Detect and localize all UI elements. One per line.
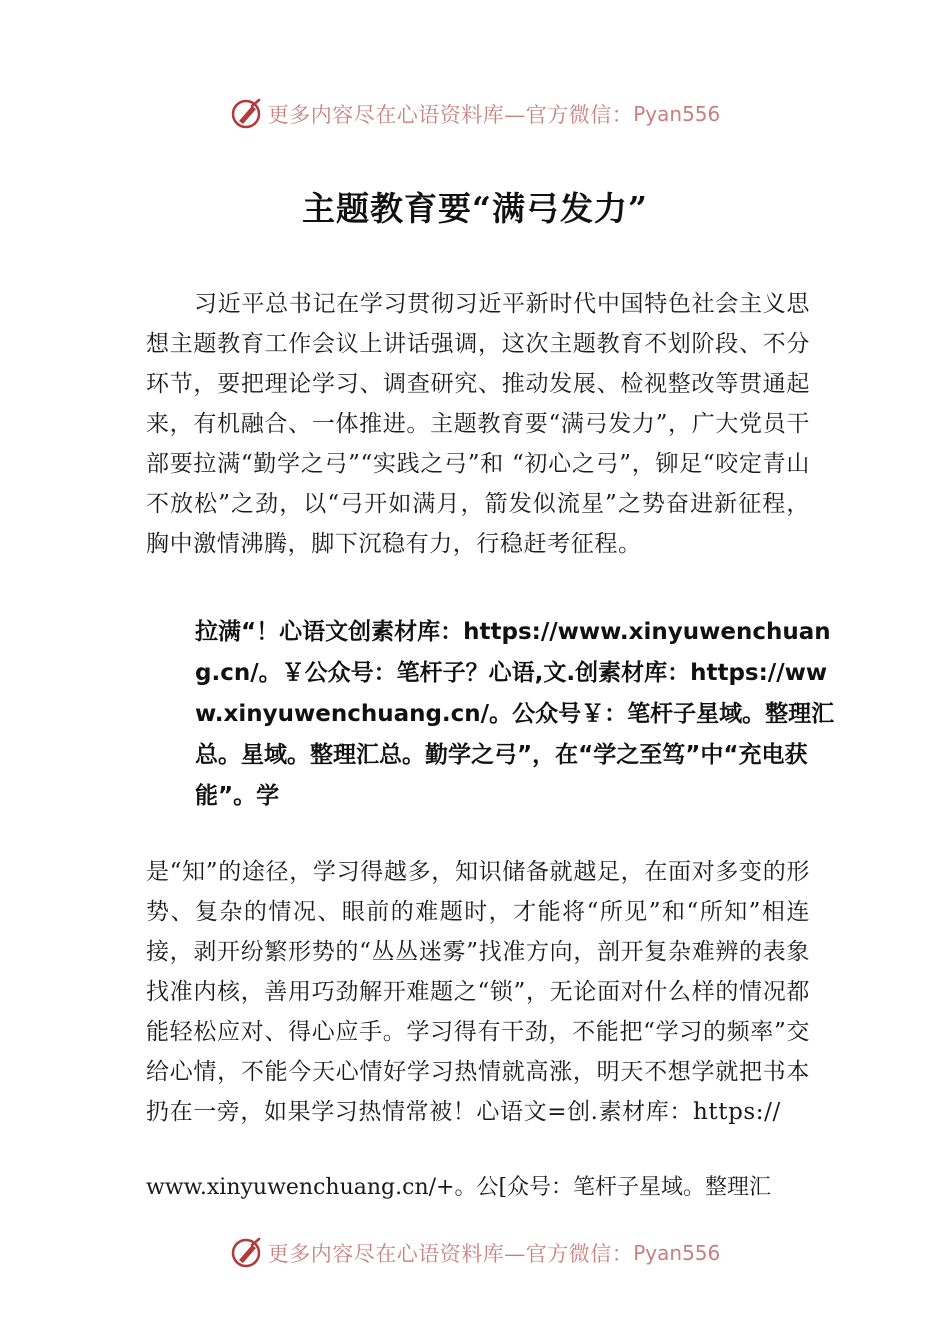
header-wechat-id: Pyan556 [633, 102, 721, 126]
fountain-pen-logo-icon [230, 1236, 264, 1270]
bold-inserted-block: 拉满“！心语文创素材库：https://www.xinyuwenchuang.cn/。￥公众号：笔杆子？心语,文.创素材库：https://www.xinyuwenchuang.cn/。公众号￥：笔杆子星域。整理汇总。星域。整理汇总。勤学之弓”，在“学之至笃”中“充电获能”。学 [195, 619, 835, 809]
header-banner [0, 94, 950, 134]
body-paragraph-1: 习近平总书记在学习贯彻习近平新时代中国特色社会主义思想主题教育工作会议上讲话强调，这次主题教育不划阶段、不分环节，要把理论学习、调查研究、推动发展、检视整改等贯通起来，有机融合、一体推进。主题教育要“满弓发力”，广大党员干部要拉满“勤学之弓”“实践之弓”和 “初心之弓”，铆足“咬定青山不放松”之劲，以“弓开如满月，箭发似流星”之势奋进新征程，胸中激情沸腾，脚下沉稳有力，行稳赶考征程。 [146, 291, 810, 557]
fountain-pen-logo-icon [230, 97, 264, 131]
document-title: 主题教育要“满弓发力” [302, 189, 648, 228]
footer-banner [0, 1233, 950, 1273]
header-banner-text: 更多内容尽在心语资料库—官方微信： [267, 103, 634, 127]
body-paragraph-3: www.xinyuwenchuang.cn/+。公[众号：笔杆子星域。整理汇 [146, 1175, 772, 1200]
body-paragraph-2: 是“知”的途径，学习得越多，知识储备就越足，在面对多变的形势、复杂的情况、眼前的难题时，才能将“所见”和“所知”相连接，剥开纷繁形势的“丛丛迷雾”找准方向，剖开复杂难辨的表象找准内核，善用巧劲解开难题之“锁”，无论面对什么样的情况都能轻松应对、得心应手。学习得有干劲，不能把“学习的频率”交给心情，不能今天心情好学习热情就高涨，明天不想学就把书本扔在一旁，如果学习热情常被！心语文=创.素材库：https:// [146, 859, 810, 1125]
footer-banner-text: 更多内容尽在心语资料库—官方微信： [267, 1242, 634, 1266]
footer-wechat-id: Pyan556 [633, 1241, 721, 1265]
